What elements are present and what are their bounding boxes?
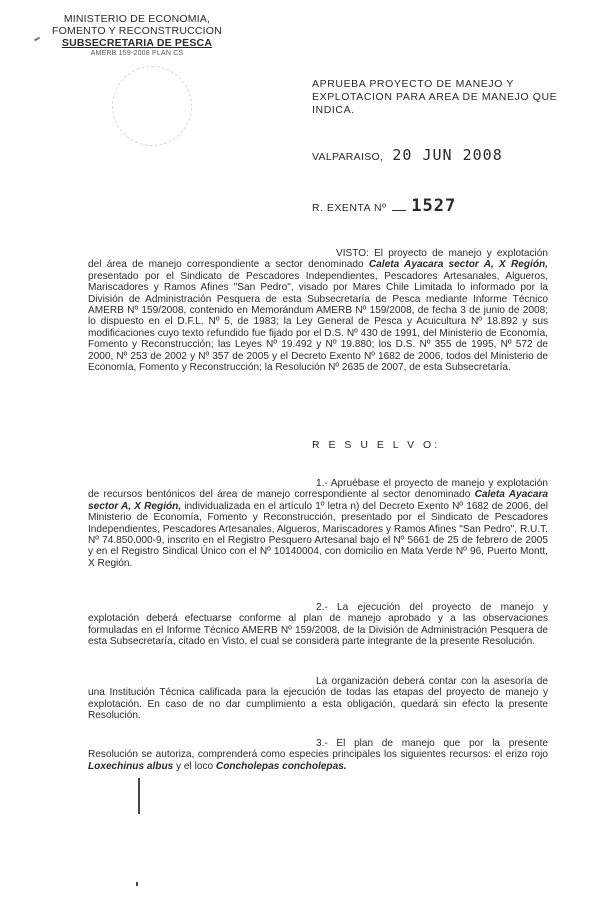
subject-line1: APRUEBA PROYECTO DE MANEJO Y <box>312 78 514 90</box>
item-1-text-1: 1.- Apruébase el proyecto de manejo y explotación de recursos bentónicos del área de manejo correspondiente al sector denominado <box>88 478 548 501</box>
visto-lead: VISTO: <box>336 248 369 259</box>
visto-paragraph <box>88 248 548 373</box>
item-3-species-2: Concholepas concholepas. <box>215 760 347 772</box>
resuelvo-heading: R E S U E L V O: <box>312 439 441 451</box>
seal-mark-icon <box>34 37 40 42</box>
item-1-paragraph <box>88 478 548 569</box>
organization-text: La organización deberá contar con la asesoría de una Institución Técnica calificada para la ejecución de todas las etapas del proyecto de manejo y explotación. En caso de no dar cumplimiento a esta obligación, quedará sin efecto la presente Resolución. <box>88 676 548 722</box>
item-3-paragraph <box>88 738 548 772</box>
subject-line2: EXPLOTACION PARA AREA DE MANEJO QUE <box>312 91 558 103</box>
visto-sector: Caleta Ayacara sector A, X Región, <box>368 259 548 271</box>
visto-text-1: El proyecto de manejo y explotación del área de manejo correspondiente a sector denominado <box>88 248 548 271</box>
place-date <box>312 146 503 164</box>
item-3-text-1: 3.- El plan de manejo que por la presente Resolución se autoriza, comprenderá como especies principales los siguientes recursos: el erizo rojo <box>88 738 548 761</box>
item-1-sector: Caleta Ayacara sector A, X Región, <box>88 489 548 512</box>
resolution-subject <box>312 78 572 117</box>
resolution-number <box>312 196 456 216</box>
amerb-reference: AMERB 159-2008 PLAN CS <box>90 50 184 57</box>
city-name: VALPARAISO, <box>312 151 384 163</box>
item-1-text-2: individualizada en el artículo 1º letra n) del Decreto Exento Nº 1682 de 2006, del Ministerio de Economía, Fomento y Reconstrucción, presentado por el Sindicato de Pescadores Independientes, Pescadores Artesanales, Algueros, Mariscadores y Ramos Afines "San Pedro", R.U.T. Nº 74.850.000-9, inscrito en el Registro Pesquero Artesanal bajo el Nº 5661 de 25 de febrero de 2005 y en el Registro Sindical Único con el Nº 10140004, con domicilio en Mata Verde Nº 96, Puerto Montt, X Región. <box>88 500 548 569</box>
ministry-header <box>52 13 222 58</box>
exenta-dash <box>392 210 406 211</box>
exenta-number: 1527 <box>411 196 457 216</box>
ministry-name-line2: FOMENTO Y RECONSTRUCCION <box>52 25 222 37</box>
item-3-species-1: Loxechinus albus <box>88 760 174 772</box>
ministry-name-line1: MINISTERIO DE ECONOMIA, <box>63 13 211 25</box>
organization-paragraph <box>88 676 548 722</box>
scan-mark-dot-icon <box>136 882 138 886</box>
official-seal-icon <box>112 66 192 146</box>
subject-line3: INDICA. <box>312 104 355 116</box>
visto-text-2: presentado por el Sindicato de Pescadores Independientes, Pescadores Artesanales, Algueros, Mariscadores y Ramos Afines "San Pedro", visado por Mares Chile Limitada lo informado por la División de Administración Pesquera de esta Subsecretaría de Pesca mediante Informe Técnico AMERB Nº 159/2008, contenido en Memorándum AMERB Nº 159/2008, de fecha 3 de junio de 2008; lo dispuesto en el D.F.L. Nº 5, de 1983; la Ley General de Pesca y Acuicultura Nº 18.892 y sus modificaciones cuyo texto refundido fue fijado por el D.S. Nº 430 de 1991, del Ministerio de Economía, Fomento y Reconstrucción; las Leyes Nº 19.492 y Nº 19.880; los D.S. Nº 355 de 1995, Nº 572 de 2000, Nº 253 de 2002 y Nº 357 de 2005 y el Decreto Exento Nº 1682 de 2006, todos del Ministerio de Economía, Fomento y Reconstrucción; la Resolución Nº 2635 de 2007, de esta Subsecretaría. <box>88 270 548 374</box>
exenta-label: R. EXENTA Nº <box>312 202 387 214</box>
item-2-text: 2.- La ejecución del proyecto de manejo y explotación deberá efectuarse conforme al plan de manejo aprobado y a las observaciones formuladas en el Informe Técnico AMERB Nº 159/2008, de la División de Administración Pesquera de esta Subsecretaría, citado en Visto, el cual se considera parte integrante de la presente Resolución. <box>88 602 548 648</box>
item-2-paragraph <box>88 602 548 648</box>
item-3-text-2: y el loco <box>176 760 214 772</box>
subsecretaria-name: SUBSECRETARIA DE PESCA <box>61 37 213 49</box>
scan-mark-icon <box>138 778 140 814</box>
date-stamp: 20 JUN 2008 <box>392 146 503 164</box>
